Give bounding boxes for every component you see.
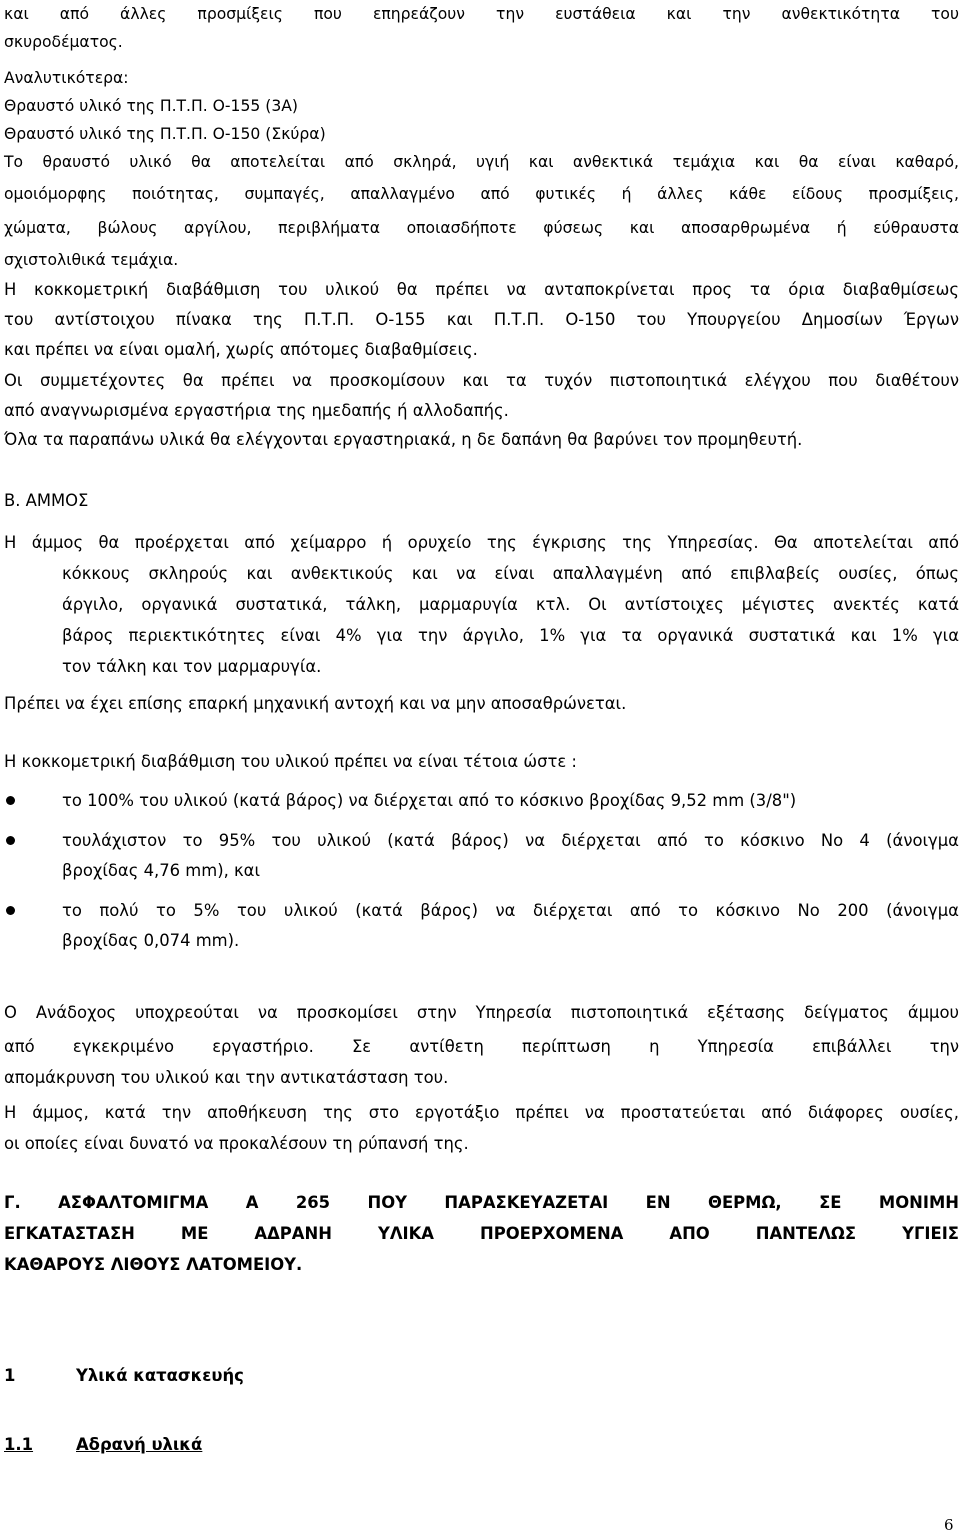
paragraph-line: Πρέπει να έχει επίσης επαρκή μηχανική αντοχή και να μην αποσαθρώνεται. (4, 694, 627, 713)
paragraph-line: Η άμμος θα προέρχεται από χείμαρρο ή ορυχείο της έγκρισης της Υπηρεσίας. Θα αποτελείται από (4, 533, 959, 552)
list-item-skyra: Θραυστό υλικό της Π.Τ.Π. Ο-150 (Σκύρα) (4, 125, 326, 143)
bullet-icon (6, 796, 15, 805)
paragraph-line: Όλα τα παραπάνω υλικά θα ελέγχονται εργαστηριακά, η δε δαπάνη θα βαρύνει τον προμηθευτή. (4, 430, 803, 449)
paragraph-line: άργιλο, οργανικά συστατικά, τάλκη, μαρμαρυγία κτλ. Οι αντίστοιχες μέγιστες ανεκτές κατά (62, 595, 959, 614)
section-c-title: ΕΓΚΑΤΑΣΤΑΣΗ ΜΕ ΑΔΡΑΝΗ ΥΛΙΚΑ ΠΡΟΕΡΧΟΜΕΝΑ ΑΠΟ ΠΑΝΤΕΛΩΣ ΥΓΙΕΙΣ (4, 1224, 959, 1243)
list-item-3a: Θραυστό υλικό της Π.Τ.Π. Ο-155 (3Α) (4, 97, 299, 115)
heading-number: 1.1 (4, 1435, 34, 1454)
paragraph-line: και από άλλες προσμίξεις που επηρεάζουν την ευστάθεια και την ανθεκτικότητα του (4, 5, 959, 23)
bullet-item-line: βροχίδας 0,074 mm). (62, 931, 240, 950)
page-number: 6 (944, 1516, 954, 1534)
paragraph-line: και πρέπει να είναι ομαλή, χωρίς απότομες διαβαθμίσεις. (4, 340, 478, 359)
paragraph-line: χώματα, βώλους αργίλου, περιβλήματα οποιασδήποτε φύσεως και αποσαρθρωμένα ή εύθραυστα (4, 219, 959, 237)
paragraph-line: Το θραυστό υλικό θα αποτελείται από σκληρά, υγιή και ανθεκτικά τεμάχια και θα είναι καθαρό, (4, 153, 959, 171)
paragraph-line: απομάκρυνση του υλικού και την αντικατάσταση του. (4, 1068, 449, 1087)
paragraph-line: Η κοκκομετρική διαβάθμιση του υλικού θα πρέπει να ανταποκρίνεται προς τα όρια διαβαθμίσεως (4, 280, 959, 299)
paragraph-line: Αναλυτικότερα: (4, 69, 129, 87)
paragraph-line: Η κοκκομετρική διαβάθμιση του υλικού πρέπει να είναι τέτοια ώστε : (4, 752, 577, 771)
heading-1-1 (4, 1433, 202, 1457)
paragraph-line: Ο Ανάδοχος υποχρεούται να προσκομίσει στην Υπηρεσία πιστοποιητικά εξέτασης δείγματος άμμου (4, 1003, 959, 1022)
paragraph-line: του αντίστοιχου πίνακα της Π.Τ.Π. Ο-155 και Π.Τ.Π. Ο-150 του Υπουργείου Δημοσίων Έργων (4, 310, 959, 329)
bullet-item-line: τουλάχιστον το 95% του υλικού (κατά βάρος) να διέρχεται από το κόσκινο Νο 4 (άνοιγμα (62, 831, 959, 850)
bullet-icon (6, 906, 15, 915)
bullet-item-line: το 100% του υλικού (κατά βάρος) να διέρχεται από το κόσκινο βροχίδας 9,52 mm (3/8") (62, 791, 797, 810)
paragraph-line: βάρος περιεκτικότητες είναι 4% για την άργιλο, 1% για τα οργανικά συστατικά και 1% για (62, 626, 959, 645)
bullet-item-line: βροχίδας 4,76 mm), και (62, 861, 261, 880)
heading-title: Αδρανή υλικά (76, 1435, 203, 1454)
paragraph-line: οι οποίες είναι δυνατό να προκαλέσουν τη ρύπανσή της. (4, 1134, 469, 1153)
paragraph-line: από αναγνωρισμένα εργαστήρια της ημεδαπής ή αλλοδαπής. (4, 401, 509, 420)
paragraph-line: σκυροδέματος. (4, 33, 123, 51)
bullet-item-line: το πολύ το 5% του υλικού (κατά βάρος) να διέρχεται από το κόσκινο Νο 200 (άνοιγμα (62, 901, 959, 920)
heading-number: 1 (4, 1366, 16, 1385)
paragraph-line: κόκκους σκληρούς και ανθεκτικούς και να είναι απαλλαγμένη από επιβλαβείς ουσίες, όπως (62, 564, 959, 583)
heading-1 (4, 1364, 244, 1388)
bullet-icon (6, 836, 15, 845)
paragraph-line: ομοιόμορφης ποιότητας, συμπαγές, απαλλαγμένο από φυτικές ή άλλες κάθε είδους προσμίξεις, (4, 185, 959, 203)
section-b-title: Β. ΑΜΜΟΣ (4, 491, 89, 510)
paragraph-line: Οι συμμετέχοντες θα πρέπει να προσκομίσουν και τα τυχόν πιστοποιητικά ελέγχου που διαθέτουν (4, 371, 959, 390)
paragraph-line: σχιστολιθικά τεμάχια. (4, 251, 179, 269)
paragraph-line: από εγκεκριμένο εργαστήριο. Σε αντίθετη περίπτωση η Υπηρεσία επιβάλλει την (4, 1037, 959, 1056)
paragraph-line: Η άμμος, κατά την αποθήκευση της στο εργοτάξιο πρέπει να προστατεύεται από διάφορες ουσίες, (4, 1103, 959, 1122)
section-c-title: ΚΑΘΑΡΟΥΣ ΛΙΘΟΥΣ ΛΑΤΟΜΕΙΟΥ. (4, 1255, 303, 1274)
heading-title: Υλικά κατασκευής (76, 1366, 244, 1385)
paragraph-line: τον τάλκη και τον μαρμαρυγία. (62, 657, 322, 676)
section-c-title: Γ. ΑΣΦΑΛΤΟΜΙΓΜΑ Α 265 ΠΟΥ ΠΑΡΑΣΚΕΥΑΖΕΤΑΙ ΕΝ ΘΕΡΜΩ, ΣΕ ΜΟΝΙΜΗ (4, 1193, 959, 1212)
